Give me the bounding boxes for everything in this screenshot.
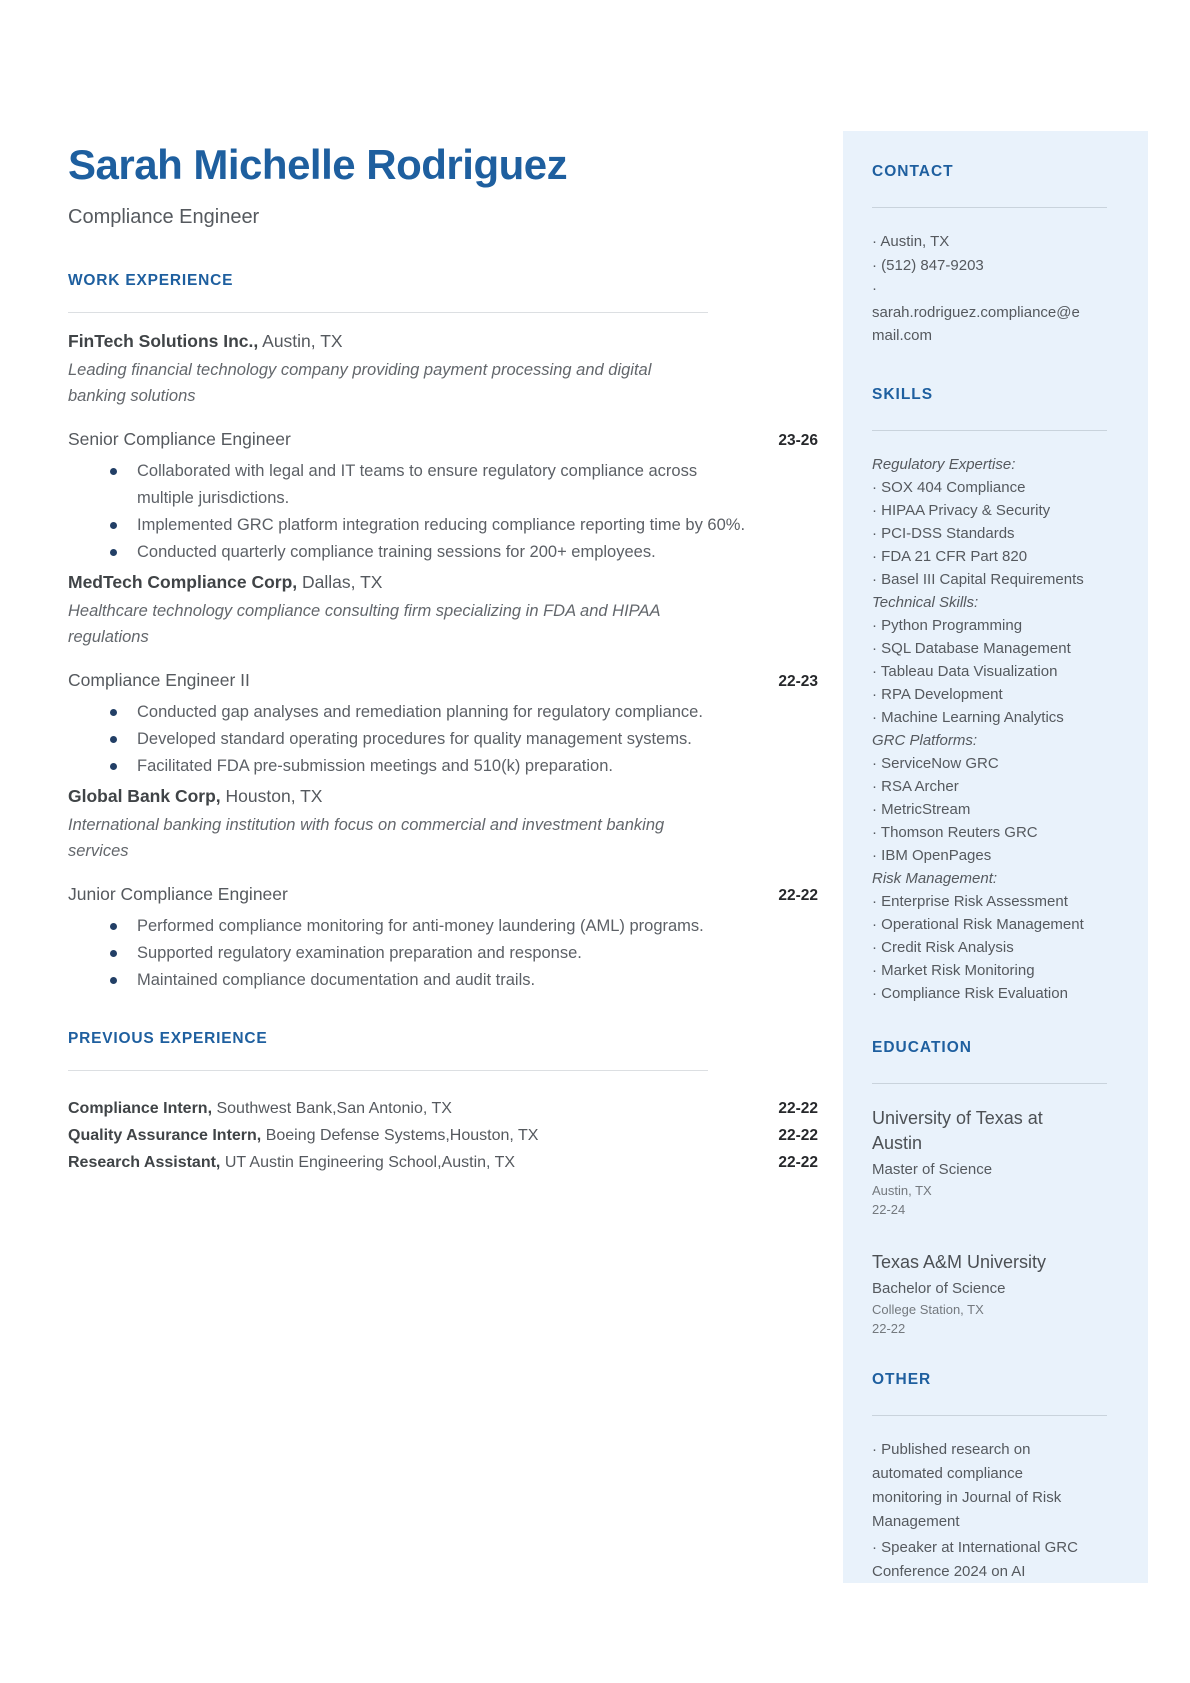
previous-experience-row <box>68 1122 818 1149</box>
skill-item: · RSA Archer <box>872 775 1084 798</box>
bullet-item: Conducted gap analyses and remediation planning for regulatory compliance. <box>68 699 752 726</box>
role-dates: 22-22 <box>778 887 818 904</box>
company-line <box>68 784 818 809</box>
school-location: Austin, TX <box>872 1182 932 1198</box>
previous-role-line <box>68 1122 538 1149</box>
company-entry <box>68 784 818 994</box>
company-line <box>68 329 818 354</box>
previous-experience-row <box>68 1149 818 1176</box>
school-name: University of Texas at Austin <box>872 1107 1043 1153</box>
school-location: College Station, TX <box>872 1301 984 1317</box>
company-name: MedTech Compliance Corp, <box>68 572 298 592</box>
skill-item: · Basel III Capital Requirements <box>872 568 1084 591</box>
role-title: Compliance Engineer II <box>68 670 250 690</box>
company-location: Houston, TX <box>225 786 323 806</box>
work-experience-heading: WORK EXPERIENCE <box>68 272 234 289</box>
role-dates: 22-23 <box>778 673 818 690</box>
other-item: · Published research on automated compliance monitoring in Journal of Risk Management <box>872 1438 1084 1534</box>
skill-item: · PCI-DSS Standards <box>872 522 1084 545</box>
school-dates: 22-24 <box>872 1202 906 1217</box>
company-name: FinTech Solutions Inc., <box>68 331 259 351</box>
role-title: Senior Compliance Engineer <box>68 429 291 449</box>
sidebar-divider <box>872 1415 1107 1416</box>
previous-experience-row <box>68 1095 818 1122</box>
bullet-item: Developed standard operating procedures for quality management systems. <box>68 726 752 753</box>
previous-dates: 22-22 <box>778 1154 818 1171</box>
other-item: · Speaker at International GRC Conference 2024 on AI <box>872 1536 1084 1584</box>
school-dates: 22-22 <box>872 1321 906 1336</box>
school-degree: Master of Science <box>872 1160 993 1178</box>
role-title: Junior Compliance Engineer <box>68 884 288 904</box>
company-entry <box>68 329 818 566</box>
skill-item: · RPA Development <box>872 683 1084 706</box>
skill-item: · Thomson Reuters GRC <box>872 821 1084 844</box>
bullet-item: Performed compliance monitoring for anti-money laundering (AML) programs. <box>68 913 752 940</box>
previous-role-line <box>68 1095 452 1122</box>
previous-experience-heading: PREVIOUS EXPERIENCE <box>68 1030 268 1047</box>
role-row <box>68 882 818 907</box>
skill-item: · MetricStream <box>872 798 1084 821</box>
skill-group-label: GRC Platforms: <box>872 731 978 749</box>
skill-item: · ServiceNow GRC <box>872 752 1084 775</box>
school-entry <box>872 1106 1120 1220</box>
sidebar-divider <box>872 430 1107 431</box>
bullet-item: Maintained compliance documentation and audit trails. <box>68 967 752 994</box>
skill-item: · Machine Learning Analytics <box>872 706 1084 729</box>
person-title: Compliance Engineer <box>68 206 260 228</box>
skill-item: · Operational Risk Management <box>872 913 1084 936</box>
skills-heading: SKILLS <box>872 385 934 403</box>
skill-item: · SQL Database Management <box>872 637 1084 660</box>
education-section <box>872 1039 1120 1339</box>
main-column <box>68 140 818 1176</box>
skills-section <box>872 386 1120 1005</box>
role-dates: 23-26 <box>778 432 818 449</box>
skill-item: · HIPAA Privacy & Security <box>872 499 1084 522</box>
school-degree: Bachelor of Science <box>872 1279 1006 1297</box>
sidebar-divider <box>872 1083 1107 1084</box>
contact-location: · Austin, TX <box>872 230 1084 254</box>
skill-item: · Enterprise Risk Assessment <box>872 890 1084 913</box>
skill-group-label: Technical Skills: <box>872 593 979 611</box>
sidebar-divider <box>872 207 1107 208</box>
school-entry <box>872 1250 1120 1339</box>
company-description: Leading financial technology company providing payment processing and digital banking solutions <box>68 361 652 405</box>
skill-item: · FDA 21 CFR Part 820 <box>872 545 1084 568</box>
skill-item: · Tableau Data Visualization <box>872 660 1084 683</box>
skill-item: · Credit Risk Analysis <box>872 936 1084 959</box>
skill-item: · Python Programming <box>872 614 1084 637</box>
other-heading: OTHER <box>872 1370 932 1388</box>
bullet-item: Conducted quarterly compliance training sessions for 200+ employees. <box>68 539 752 566</box>
skill-group-label: Risk Management: <box>872 869 998 887</box>
skill-item: · Market Risk Monitoring <box>872 959 1084 982</box>
previous-role: Research Assistant, <box>68 1154 221 1171</box>
skill-item: · Compliance Risk Evaluation <box>872 982 1084 1005</box>
bullet-item: Implemented GRC platform integration reducing compliance reporting time by 60%. <box>68 512 752 539</box>
company-entry <box>68 570 818 780</box>
previous-experience-list <box>68 1095 818 1176</box>
school-name: Texas A&M University <box>872 1251 1047 1272</box>
company-description: International banking institution with focus on commercial and investment banking services <box>68 816 665 860</box>
skill-group-label: Regulatory Expertise: <box>872 455 1016 473</box>
bullet-item: Supported regulatory examination preparation and response. <box>68 940 752 967</box>
previous-dates: 22-22 <box>778 1127 818 1144</box>
previous-dates: 22-22 <box>778 1100 818 1117</box>
company-description: Healthcare technology compliance consulting firm specializing in FDA and HIPAA regulations <box>68 602 660 646</box>
contact-heading: CONTACT <box>872 163 954 180</box>
previous-role: Quality Assurance Intern, <box>68 1127 262 1144</box>
role-bullet-list <box>68 913 818 994</box>
previous-role-line <box>68 1149 515 1176</box>
role-row <box>68 427 818 452</box>
bullet-item: Facilitated FDA pre-submission meetings and 510(k) preparation. <box>68 753 752 780</box>
section-divider <box>68 1070 708 1071</box>
previous-role: Compliance Intern, <box>68 1100 213 1117</box>
previous-org: UT Austin Engineering School,Austin, TX <box>224 1154 516 1171</box>
company-name: Global Bank Corp, <box>68 786 221 806</box>
contact-phone: · (512) 847-9203 <box>872 254 1084 278</box>
skill-item: · SOX 404 Compliance <box>872 476 1084 499</box>
section-divider <box>68 312 708 313</box>
previous-org: Southwest Bank,San Antonio, TX <box>216 1100 452 1117</box>
sidebar <box>843 131 1148 1583</box>
other-section <box>872 1371 1120 1584</box>
company-location: Austin, TX <box>262 331 343 351</box>
company-location: Dallas, TX <box>302 572 383 592</box>
skill-item: · IBM OpenPages <box>872 844 1084 867</box>
role-row <box>68 668 818 693</box>
role-bullet-list <box>68 458 818 566</box>
role-bullet-list <box>68 699 818 780</box>
bullet-item: Collaborated with legal and IT teams to ensure regulatory compliance across multiple jurisdictions. <box>68 458 752 512</box>
company-line <box>68 570 818 595</box>
person-name: Sarah Michelle Rodriguez <box>68 141 568 188</box>
education-heading: EDUCATION <box>872 1038 972 1056</box>
contact-email: · sarah.rodriguez.compliance@email.com <box>872 277 1084 348</box>
previous-org: Boeing Defense Systems,Houston, TX <box>265 1127 539 1144</box>
